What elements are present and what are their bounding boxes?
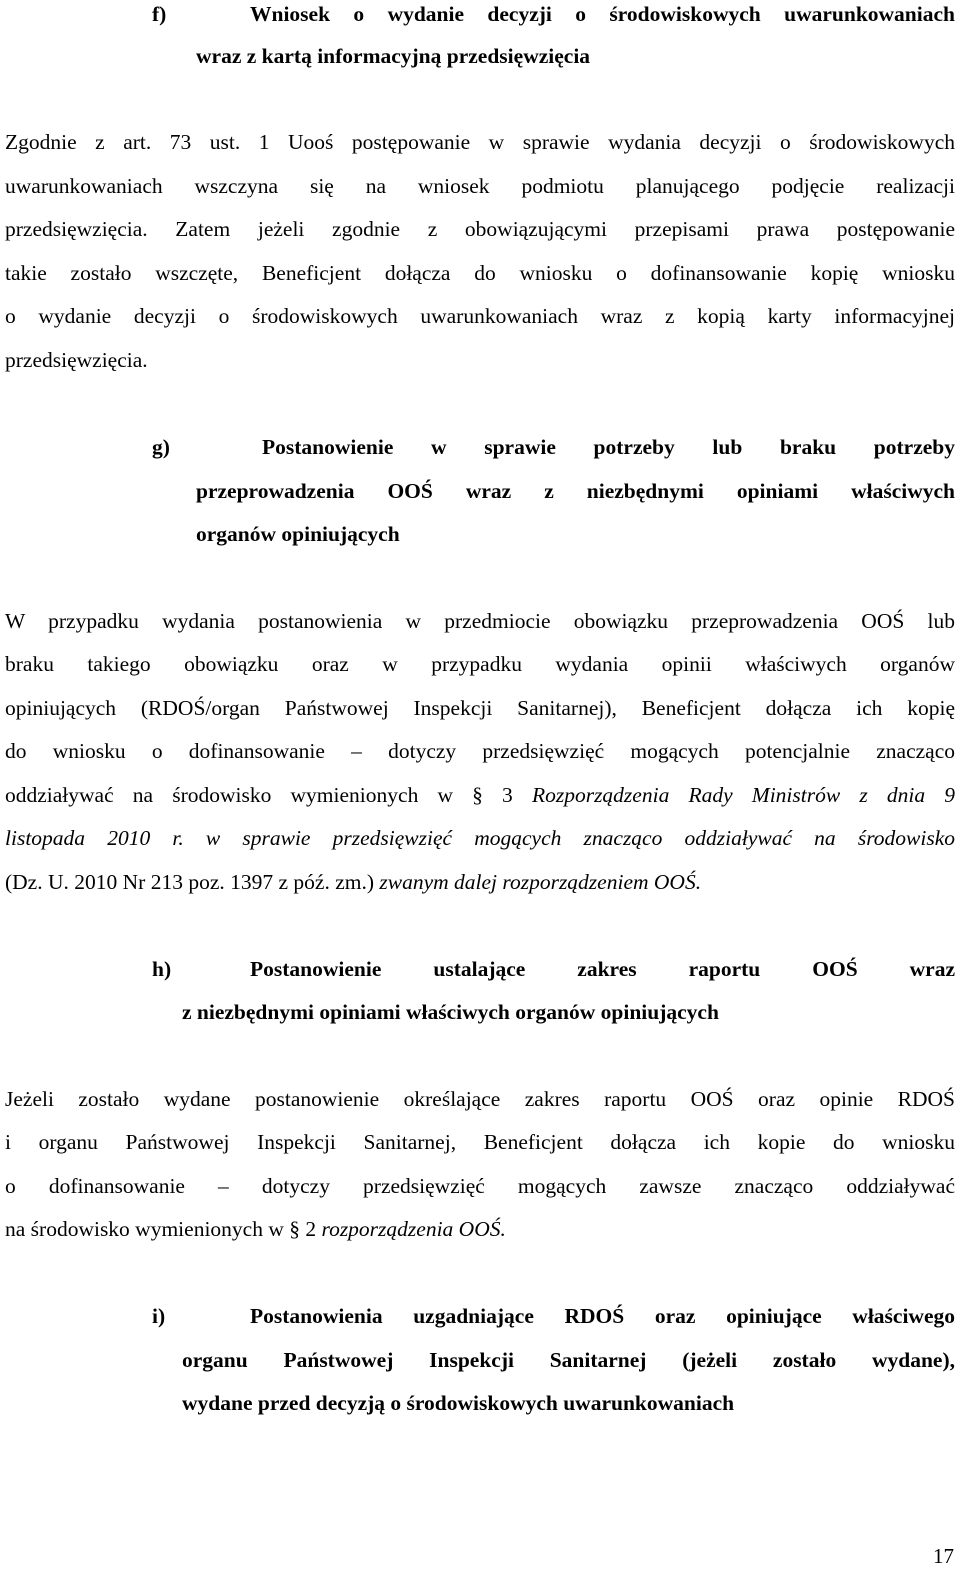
section-g-body-line-1: W przypadku wydania postanowienia w przedmiocie obowiązku przeprowadzenia OOŚ lub: [5, 609, 955, 633]
section-g-body-line-7-italic: zwanym dalej rozporządzeniem OOŚ.: [379, 870, 702, 894]
section-f-title-line-2: wraz z kartą informacyjną przedsięwzięcia: [196, 44, 591, 68]
section-f-body-line-6: przedsięwzięcia.: [5, 348, 148, 372]
section-f-body-line-2: uwarunkowaniach wszczyna się na wniosek podmiotu planującego podjęcie realizacji: [5, 174, 955, 198]
section-g-letter: g): [152, 435, 170, 459]
section-g-body-line-2: braku takiego obowiązku oraz w przypadku wydania opinii właściwych organów: [5, 652, 955, 676]
section-h-body-line-2: i organu Państwowej Inspekcji Sanitarnej, Beneficjent dołącza ich kopie do wniosku: [5, 1130, 955, 1154]
section-h-body-line-3: o dofinansowanie – dotyczy przedsięwzięć mogących zawsze znacząco oddziaływać: [5, 1174, 955, 1198]
section-g-body-line-5: [5, 781, 955, 809]
section-h-body-line-1: Jeżeli zostało wydane postanowienie określające zakres raportu OOŚ oraz opinie RDOŚ: [5, 1087, 955, 1111]
section-i-title-line-1: Postanowienia uzgadniające RDOŚ oraz opiniujące właściwego: [250, 1304, 955, 1328]
section-g-body-line-6: listopada 2010 r. w sprawie przedsięwzięć mogących znacząco oddziaływać na środowisko: [5, 826, 955, 850]
section-g-body-line-5-regular: oddziaływać na środowisko wymienionych w § 3: [5, 783, 532, 807]
regulation-reference: Rozporządzenia Rady Ministrów z dnia 9: [531, 783, 955, 807]
section-g-title-line-2: przeprowadzenia OOŚ wraz z niezbędnymi opiniami właściwych: [196, 479, 955, 503]
section-f-body-line-4: takie zostało wszczęte, Beneficjent dołącza do wniosku o dofinansowanie kopię wniosku: [5, 261, 955, 285]
section-i-title-line-2: organu Państwowej Inspekcji Sanitarnej (jeżeli zostało wydane),: [182, 1348, 955, 1372]
section-i-letter: i): [152, 1304, 166, 1328]
section-g-body-line-7: [5, 868, 955, 896]
section-i-title-line-3: wydane przed decyzją o środowiskowych uwarunkowaniach: [182, 1391, 735, 1415]
section-h-title-line-1: Postanowienie ustalające zakres raportu OOŚ wraz: [250, 957, 955, 981]
section-h-body-line-4: [5, 1215, 955, 1243]
section-g-body-line-3: opiniujących (RDOŚ/organ Państwowej Inspekcji Sanitarnej), Beneficjent dołącza ich kopię: [5, 696, 955, 720]
section-g-body-line-4: do wniosku o dofinansowanie – dotyczy przedsięwzięć mogących potencjalnie znacząco: [5, 739, 955, 763]
section-h-letter: h): [152, 957, 172, 981]
section-g-body-line-7-regular: (Dz. U. 2010 Nr 213 poz. 1397 z póź. zm.): [5, 870, 380, 894]
section-g-title-line-3: organów opiniujących: [196, 522, 400, 546]
section-f-body-line-5: o wydanie decyzji o środowiskowych uwarunkowaniach wraz z kopią karty informacyjnej: [5, 304, 955, 328]
section-f-letter: f): [152, 2, 167, 26]
section-f-title-line-1: Wniosek o wydanie decyzji o środowiskowych uwarunkowaniach: [250, 2, 955, 26]
section-h-body-line-4-regular: na środowisko wymienionych w § 2: [5, 1217, 322, 1241]
section-g-title-line-1: Postanowienie w sprawie potrzeby lub braku potrzeby: [262, 435, 955, 459]
section-f-body-line-1: Zgodnie z art. 73 ust. 1 Uooś postępowanie w sprawie wydania decyzji o środowiskowych: [5, 130, 955, 154]
section-h-title-line-2: z niezbędnymi opiniami właściwych organów opiniujących: [182, 1000, 719, 1024]
page-number: 17: [933, 1544, 954, 1568]
section-f-body-line-3: przedsięwzięcia. Zatem jeżeli zgodnie z obowiązującymi przepisami prawa postępowanie: [5, 217, 955, 241]
section-h-body-line-4-italic: rozporządzenia OOŚ.: [321, 1217, 506, 1241]
